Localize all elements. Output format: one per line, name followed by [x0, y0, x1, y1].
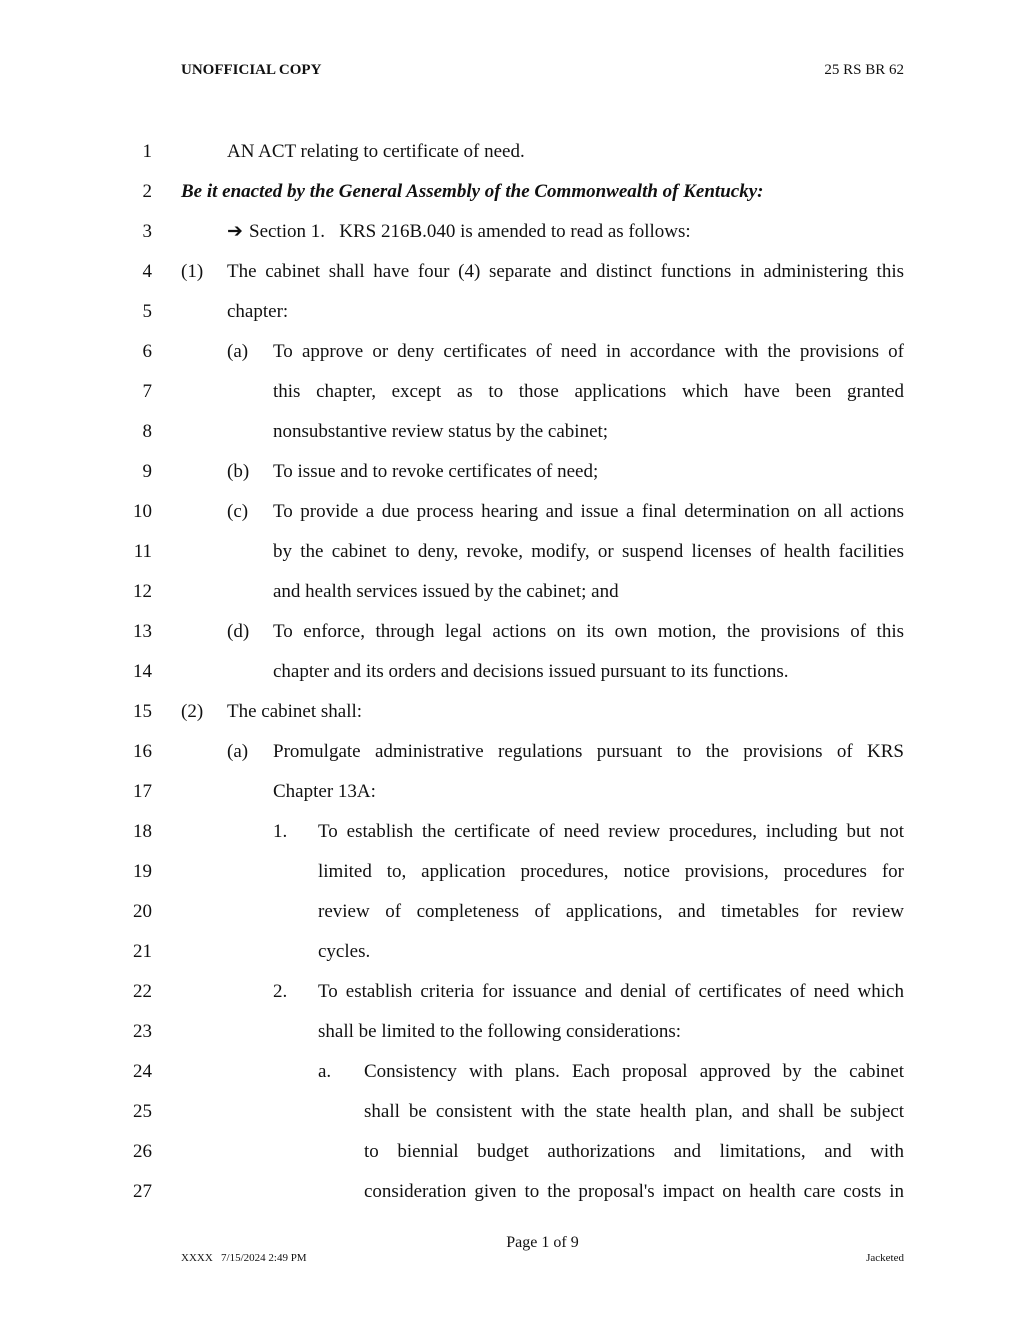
document-line [0, 1140, 1024, 1180]
document-line [0, 900, 1024, 940]
line-number: 23 [133, 1021, 152, 1042]
subparagraph-text: review of completeness of applications, and timetables for review [318, 901, 904, 922]
line-number: 13 [133, 621, 152, 642]
subsection-marker: (2) [181, 701, 204, 722]
paragraph-text: and health services issued by the cabinet; and [273, 581, 619, 602]
document-line [0, 940, 1024, 980]
subsection-marker: (1) [181, 261, 204, 282]
document-line [0, 340, 1024, 380]
document-line [0, 380, 1024, 420]
paragraph-text: To enforce, through legal actions on its own motion, the provisions of this [273, 621, 904, 642]
document-line [0, 180, 1024, 220]
line-number: 5 [142, 301, 152, 322]
subparagraph-marker: 2. [273, 981, 288, 1002]
line-number: 2 [142, 181, 152, 202]
paragraph-marker: (a) [227, 341, 249, 362]
subparagraph-text: shall be limited to the following considerations: [318, 1021, 682, 1042]
document-line [0, 300, 1024, 340]
document-line [0, 260, 1024, 300]
subparagraph-text: To establish the certificate of need review procedures, including but not [318, 821, 904, 842]
paragraph-marker: (d) [227, 621, 250, 642]
line-number: 8 [142, 421, 152, 442]
line-number: 1 [142, 141, 152, 162]
line-number: 26 [133, 1141, 152, 1162]
document-line [0, 420, 1024, 460]
line-number: 17 [133, 781, 152, 802]
line-number: 6 [142, 341, 152, 362]
clause-text: consideration given to the proposal's impact on health care costs in [364, 1181, 904, 1202]
section-heading: Section 1. KRS 216B.040 is amended to read as follows: [249, 221, 691, 242]
page-number: Page 1 of 9 [506, 1234, 579, 1251]
document-line [0, 540, 1024, 580]
document-line [0, 860, 1024, 900]
document-line [0, 980, 1024, 1020]
subsection-text: chapter: [227, 301, 289, 322]
subparagraph-text: To establish criteria for issuance and denial of certificates of need which [318, 981, 904, 1002]
document-line [0, 1180, 1024, 1220]
paragraph-text: this chapter, except as to those applications which have been granted [273, 381, 904, 402]
section-arrow-icon: ➔ [227, 221, 243, 242]
document-line [0, 500, 1024, 540]
line-number: 22 [133, 981, 152, 1002]
paragraph-text: To approve or deny certificates of need in accordance with the provisions of [273, 341, 904, 362]
line-number: 18 [133, 821, 152, 842]
paragraph-text: chapter and its orders and decisions issued pursuant to its functions. [273, 661, 789, 682]
subparagraph-text: limited to, application procedures, notice provisions, procedures for [318, 861, 904, 882]
header-unofficial-copy: UNOFFICIAL COPY [181, 62, 322, 78]
line-number: 27 [133, 1181, 152, 1202]
document-line [0, 700, 1024, 740]
document-line [0, 1100, 1024, 1140]
subparagraph-marker: 1. [273, 821, 288, 842]
line-number: 7 [142, 381, 152, 402]
footer-status: Jacketed [866, 1252, 904, 1264]
document-line [0, 820, 1024, 860]
subparagraph-text: cycles. [318, 941, 371, 962]
document-line [0, 620, 1024, 660]
document-line [0, 1020, 1024, 1060]
clause-text: shall be consistent with the state health plan, and shall be subject [364, 1101, 904, 1122]
line-number: 11 [133, 541, 152, 562]
line-number: 20 [133, 901, 152, 922]
paragraph-text: To issue and to revoke certificates of need; [273, 461, 599, 482]
paragraph-text: nonsubstantive review status by the cabinet; [273, 421, 609, 442]
clause-marker: a. [318, 1061, 332, 1082]
line-number: 3 [142, 221, 152, 242]
document-line [0, 220, 1024, 260]
clause-text: to biennial budget authorizations and limitations, and with [364, 1141, 904, 1162]
document-line [0, 580, 1024, 620]
document-line [0, 140, 1024, 180]
document-line [0, 740, 1024, 780]
paragraph-marker: (c) [227, 501, 249, 522]
line-number: 19 [133, 861, 152, 882]
paragraph-text: Promulgate administrative regulations pursuant to the provisions of KRS [273, 741, 904, 762]
enacting-clause: Be it enacted by the General Assembly of the Commonwealth of Kentucky: [181, 181, 764, 202]
line-number: 10 [133, 501, 152, 522]
footer-timestamp: XXXX 7/15/2024 2:49 PM [181, 1252, 307, 1264]
paragraph-text: Chapter 13A: [273, 781, 376, 802]
line-number: 15 [133, 701, 152, 722]
paragraph-marker: (a) [227, 741, 249, 762]
header-bill-request: 25 RS BR 62 [824, 62, 904, 78]
clause-text: Consistency with plans. Each proposal approved by the cabinet [364, 1061, 904, 1082]
paragraph-text: To provide a due process hearing and issue a final determination on all actions [273, 501, 904, 522]
line-number: 25 [133, 1101, 152, 1122]
document-line [0, 1060, 1024, 1100]
line-number: 12 [133, 581, 152, 602]
line-number: 21 [133, 941, 152, 962]
line-number: 14 [133, 661, 152, 682]
act-title: AN ACT relating to certificate of need. [227, 141, 525, 162]
line-number: 24 [133, 1061, 152, 1082]
document-line [0, 780, 1024, 820]
line-number: 9 [142, 461, 152, 482]
document-line [0, 660, 1024, 700]
paragraph-marker: (b) [227, 461, 250, 482]
paragraph-text: by the cabinet to deny, revoke, modify, or suspend licenses of health facilities [273, 541, 904, 562]
subsection-text: The cabinet shall have four (4) separate and distinct functions in administering this [227, 261, 904, 282]
subsection-text: The cabinet shall: [227, 701, 363, 722]
document-line [0, 460, 1024, 500]
line-number: 16 [133, 741, 152, 762]
line-number: 4 [142, 261, 152, 282]
